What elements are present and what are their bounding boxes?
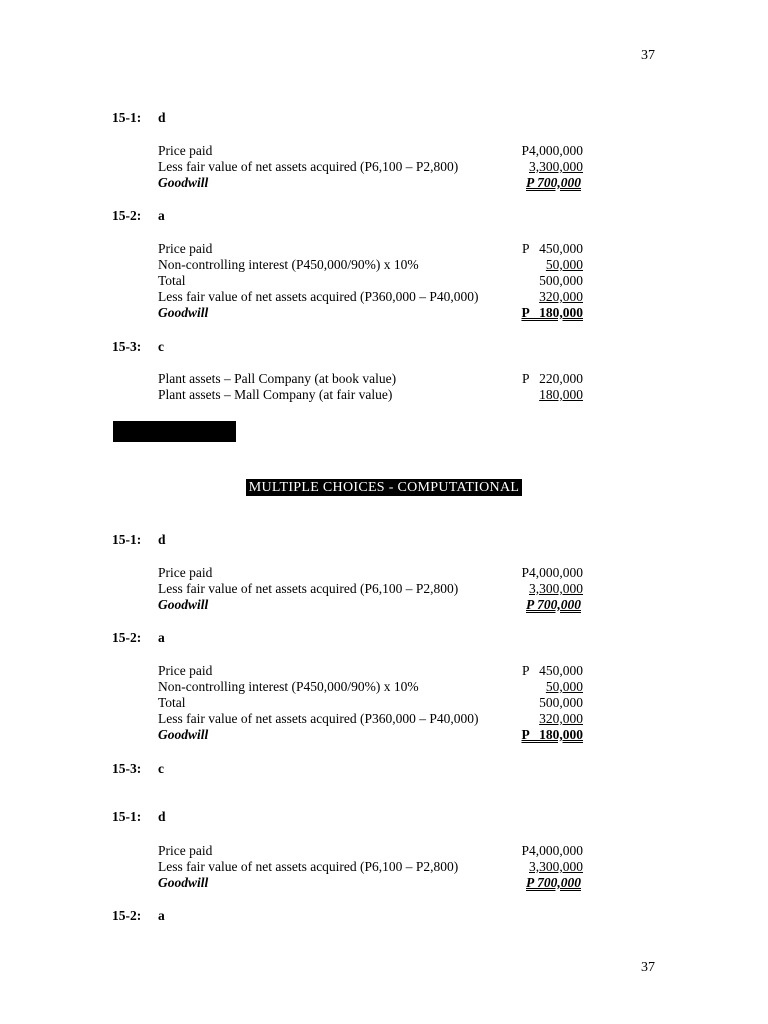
line-item: [158, 273, 583, 289]
line-amount: P4,000,000: [521, 565, 583, 580]
line-label: Price paid: [158, 663, 213, 678]
problem-heading: [112, 630, 165, 646]
page-number-top: 37: [641, 48, 655, 63]
line-amount: P 180,000: [521, 305, 583, 320]
line-item: [158, 843, 583, 859]
problem-number: 15-1:: [112, 110, 142, 125]
problem-answer: c: [158, 339, 164, 354]
line-label: Less fair value of net assets acquired (P360,000 – P40,000): [158, 711, 479, 726]
line-amount: P4,000,000: [521, 143, 583, 158]
line-amount: 320,000: [539, 289, 583, 304]
line-label: Goodwill: [158, 175, 209, 190]
line-label: Goodwill: [158, 727, 209, 742]
line-item: [158, 597, 583, 613]
redaction-bar: [113, 421, 236, 442]
problem-heading: [112, 908, 165, 924]
problem-heading: [112, 110, 166, 126]
line-label: Less fair value of net assets acquired (P360,000 – P40,000): [158, 289, 479, 304]
line-label: Non-controlling interest (P450,000/90%) x 10%: [158, 679, 419, 694]
line-label: Total: [158, 273, 186, 288]
line-label: Non-controlling interest (P450,000/90%) x 10%: [158, 257, 419, 272]
line-item: [158, 241, 583, 257]
line-item: [158, 859, 583, 875]
line-item: [158, 387, 583, 403]
problem-answer: d: [158, 532, 166, 547]
problem-heading: [112, 532, 166, 548]
line-label: Goodwill: [158, 305, 209, 320]
line-item: [158, 663, 583, 679]
problem-number: 15-2:: [112, 208, 142, 223]
problem-number: 15-3:: [112, 761, 142, 776]
line-amount: 500,000: [539, 273, 583, 288]
line-label: Price paid: [158, 843, 213, 858]
line-label: Price paid: [158, 143, 213, 158]
line-item: [158, 175, 583, 191]
problem-heading: [112, 809, 166, 825]
line-amount: 50,000: [545, 679, 583, 694]
problem-answer: a: [158, 630, 165, 645]
line-amount: 50,000: [545, 257, 583, 272]
line-label: Less fair value of net assets acquired (P6,100 – P2,800): [158, 159, 459, 174]
line-amount: P 220,000: [521, 371, 583, 386]
line-amount: 3,300,000: [529, 581, 583, 596]
line-label: Less fair value of net assets acquired (P6,100 – P2,800): [158, 859, 459, 874]
line-item: [158, 695, 583, 711]
line-amount: 180,000: [539, 387, 583, 402]
problem-number: 15-3:: [112, 339, 142, 354]
section-title-text: MULTIPLE CHOICES - COMPUTATIONAL: [246, 479, 522, 496]
line-amount: 500,000: [539, 695, 583, 710]
line-label: Price paid: [158, 241, 213, 256]
line-label: Goodwill: [158, 597, 209, 612]
line-amount: P 450,000: [521, 241, 583, 256]
line-item: [158, 305, 583, 321]
problem-number: 15-1:: [112, 532, 142, 547]
line-item: [158, 875, 583, 891]
problem-answer: d: [158, 809, 166, 824]
line-item: [158, 159, 583, 175]
line-item: [158, 371, 583, 387]
line-item: [158, 711, 583, 727]
line-item: [158, 581, 583, 597]
line-amount: 3,300,000: [529, 159, 583, 174]
line-label: Less fair value of net assets acquired (P6,100 – P2,800): [158, 581, 459, 596]
line-label: Goodwill: [158, 875, 209, 890]
line-item: [158, 257, 583, 273]
line-label: Plant assets – Pall Company (at book value): [158, 371, 397, 386]
line-amount: 3,300,000: [529, 859, 583, 874]
line-label: Plant assets – Mall Company (at fair value): [158, 387, 393, 402]
problem-answer: a: [158, 908, 165, 923]
line-amount: P 700,000: [526, 597, 581, 612]
problem-number: 15-1:: [112, 809, 142, 824]
line-item: [158, 679, 583, 695]
line-label: Total: [158, 695, 186, 710]
line-item: [158, 565, 583, 581]
problem-answer: c: [158, 761, 164, 776]
problem-number: 15-2:: [112, 630, 142, 645]
line-label: Price paid: [158, 565, 213, 580]
problem-heading: [112, 339, 164, 355]
problem-heading: [112, 761, 164, 777]
line-item: [158, 727, 583, 743]
page-number-bottom: 37: [641, 960, 655, 975]
line-amount: P 700,000: [526, 875, 581, 890]
problem-number: 15-2:: [112, 908, 142, 923]
line-amount: 320,000: [539, 711, 583, 726]
line-item: [158, 289, 583, 305]
line-amount: P 180,000: [521, 727, 583, 742]
section-title: [0, 479, 768, 496]
line-amount: P4,000,000: [521, 843, 583, 858]
problem-answer: d: [158, 110, 166, 125]
line-item: [158, 143, 583, 159]
problem-heading: [112, 208, 165, 224]
problem-answer: a: [158, 208, 165, 223]
line-amount: P 450,000: [521, 663, 583, 678]
line-amount: P 700,000: [526, 175, 581, 190]
